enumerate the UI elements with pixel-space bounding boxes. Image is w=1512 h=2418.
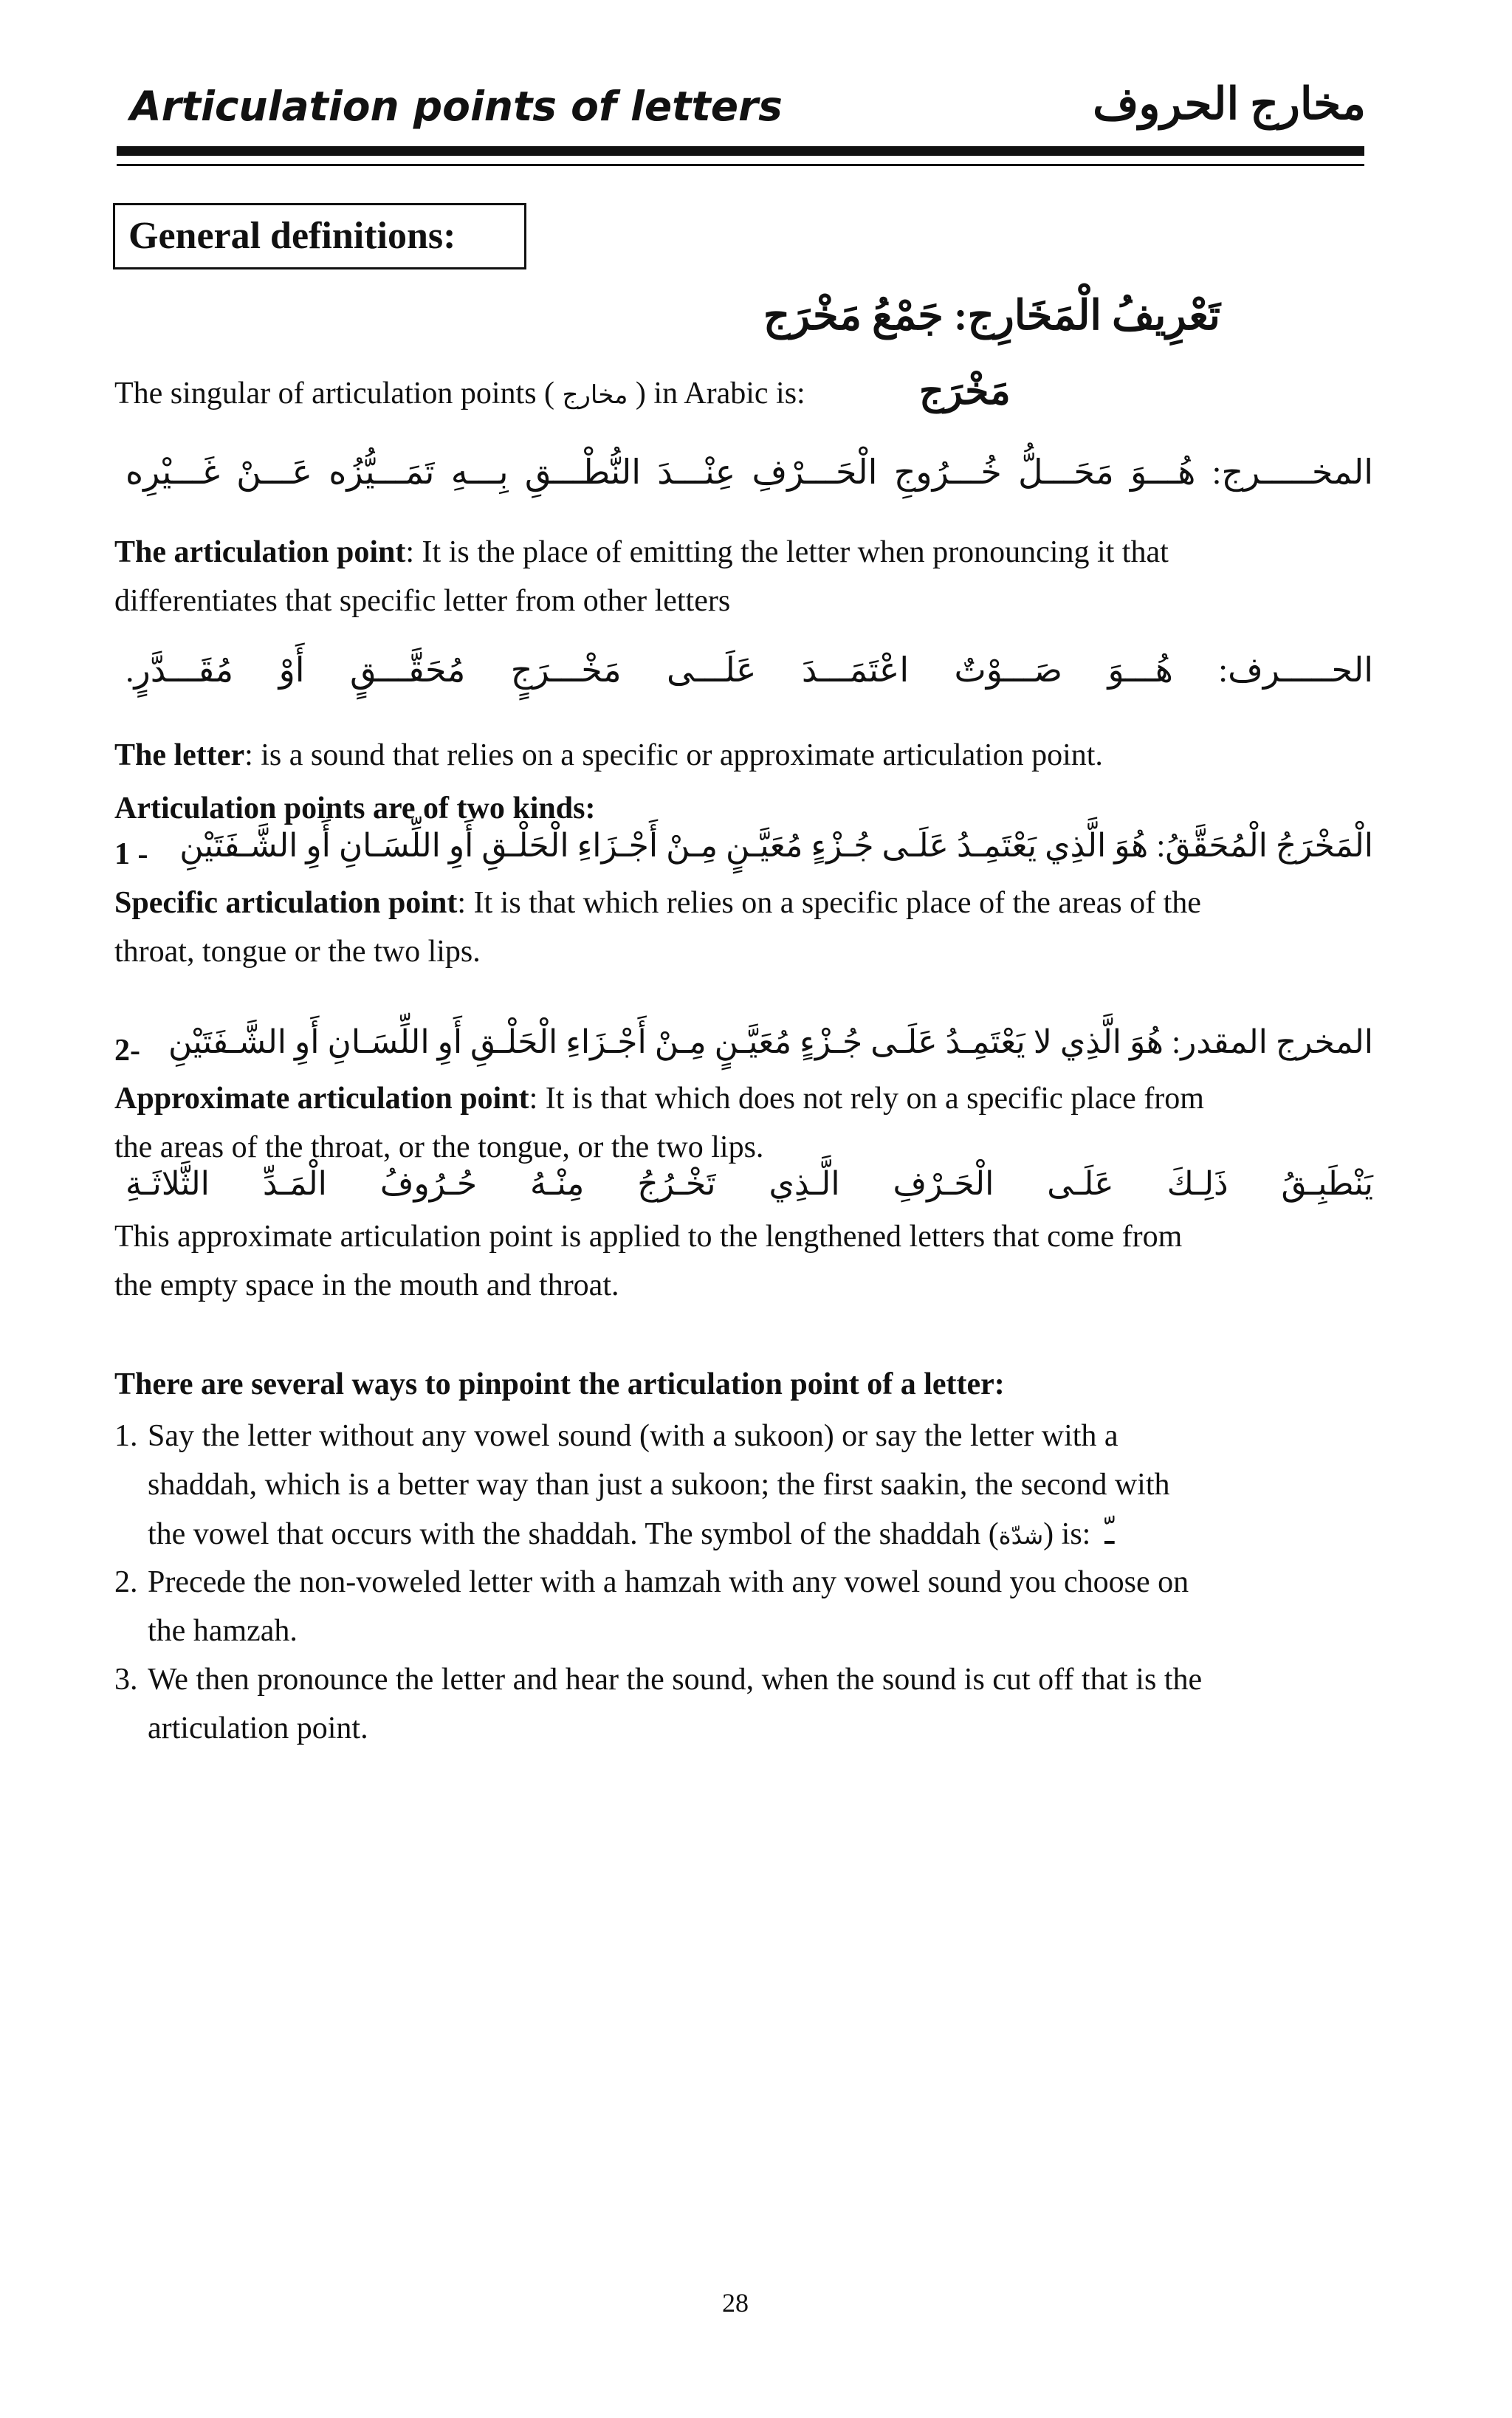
kind2-term: Approximate articulation point (114, 1082, 529, 1116)
way3-number: 3. (114, 1663, 138, 1697)
shaddah-symbol: ـّ (1104, 1515, 1115, 1551)
harf-definition-text: : is a sound that relies on a specific or approximate articulation point. (244, 738, 1103, 772)
kind2-number: 2- (114, 1034, 140, 1068)
kind1-text: : It is that which relies on a specific place of the areas of the (457, 886, 1201, 920)
way1-line2: shaddah, which is a better way than just a sukoon; the first saakin, the second with (148, 1468, 1170, 1502)
way1-line3-text: the vowel that occurs with the shaddah. The symbol of the shaddah ( (148, 1517, 999, 1551)
ways-heading: There are several ways to pinpoint the articulation point of a letter: (114, 1367, 1005, 1401)
kind2-text: : It is that which does not rely on a specific place from (529, 1082, 1204, 1116)
applies-en-line1: This approximate articulation point is applied to the lengthened letters that come from (114, 1220, 1183, 1254)
kind2-en-line2: the areas of the throat, or the tongue, or the two lips. (114, 1130, 764, 1164)
way1-line3-after: ) is: (1043, 1517, 1091, 1551)
way3-line1: We then pronounce the letter and hear the sound, when the sound is cut off that is the (148, 1663, 1203, 1697)
way1-number: 1. (114, 1419, 138, 1453)
page-number: 28 (722, 2288, 749, 2318)
way2-line2: the hamzah. (148, 1614, 298, 1648)
makhraj-term: The articulation point (114, 535, 406, 569)
singular-text-before: The singular of articulation points ( (114, 377, 563, 411)
way1-line1: Say the letter without any vowel sound (with a sukoon) or say the letter with a (148, 1419, 1118, 1453)
kind1-arabic: الْمَخْرَجُ الْمُحَقَّقُ: هُوَ الَّذِي يَعْتَمِـدُ عَلَـى جُـزْءٍ مُعَيَّـنٍ مِـنْ أَجْـزَاءِ الْحَلْـقِ أَوِ اللِّسَـانِ أَوِ الشَّـفَتَيْنِ (179, 828, 1373, 864)
applies-en-line2: the empty space in the mouth and throat. (114, 1268, 619, 1302)
kind2-en-line1 (114, 1074, 1204, 1123)
harf-term: The letter (114, 738, 245, 772)
section-title-box (113, 203, 526, 269)
makhraj-definition-arabic: المخـــــرج: هُـــوَ مَحَـــلُّ خُـــرُوجِ الْحَـــرْفِ عِنْـــدَ النُّطْـــقِ بِـــهِ تَمَـــيُّزُه عَـــنْ غَـــيْرِه (126, 453, 1373, 491)
running-header-arabic: مخارج الحروف (1093, 80, 1366, 128)
way2-line1: Precede the non-voweled letter with a hamzah with any vowel sound you choose on (148, 1565, 1189, 1599)
header-rule-thick (117, 146, 1364, 156)
kinds-heading: Articulation points are of two kinds: (114, 791, 596, 825)
makhraj-definition-en-line2: differentiates that specific letter from other letters (114, 584, 731, 618)
section-title: General definitions: (128, 215, 456, 257)
harf-definition-arabic: الحـــــرف: هُـــوَ صَـــوْتٌ اعْتَمَـــدَ عَلَـــى مَخْـــرَجٍ مُحَقَّـــقٍ أَوْ مُقَـــدَّرٍ. (126, 651, 1373, 689)
kind1-en-line1 (114, 879, 1201, 927)
makhraj-definition-en-line1 (114, 528, 1169, 577)
kind1-number: 1 - (114, 837, 148, 871)
makhraj-definition-text: : It is the place of emitting the letter when pronouncing it that (405, 535, 1169, 569)
harf-definition-en (114, 731, 1103, 780)
applies-arabic: يَنْطَبِـقُ ذَلِـكَ عَلَـى الْحَـرْفِ الَّـذِي تَخْـرُجُ مِنْـهُ حُـرُوفُ الْمَـدِّ الثَّلاثَـةِ (126, 1166, 1373, 1202)
singular-text-after: ) in Arabic is: (628, 377, 805, 411)
singular-arabic-word: مَخْرَج (919, 371, 1011, 413)
running-header-title: Articulation points of letters (130, 83, 783, 130)
way1-line3 (148, 1509, 1121, 1560)
header-rule-thin (117, 164, 1364, 166)
way3-line2: articulation point. (148, 1711, 368, 1745)
arabic-heading: تَعْرِيفُ الْمَخَارِج: جَمْعُ مَخْرَج (763, 293, 1220, 339)
kind1-term: Specific articulation point (114, 886, 458, 920)
kind2-arabic: المخرج المقدر: هُوَ الَّذِي لا يَعْتَمِـدُ عَلَـى جُـزْءٍ مُعَيَّـنٍ مِـنْ أَجْـزَاءِ الْحَلْـقِ أَوِ اللِّسَـانِ أَوِ الشَّـفَتَيْنِ (168, 1024, 1373, 1060)
singular-arabic-inline: مخارج (562, 382, 628, 409)
way2-number: 2. (114, 1565, 138, 1599)
kind1-en-line2: throat, tongue or the two lips. (114, 935, 481, 969)
singular-line (114, 369, 805, 420)
shaddah-word: شدّة (998, 1522, 1044, 1549)
